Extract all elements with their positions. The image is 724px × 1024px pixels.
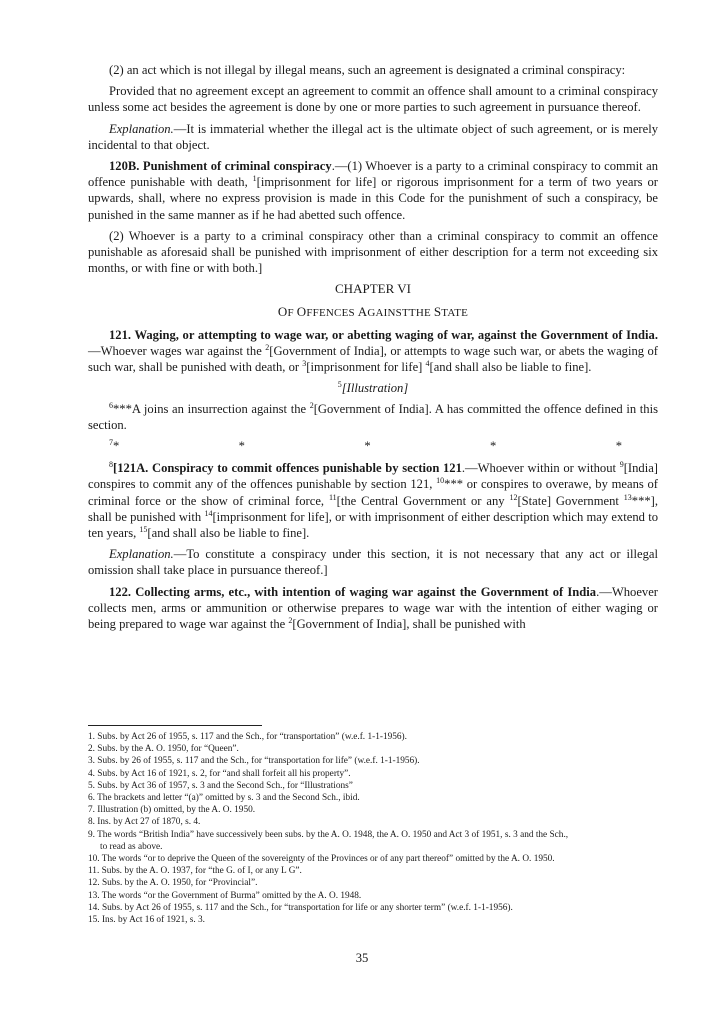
footnote-ref: 2 bbox=[309, 400, 314, 410]
paragraph-explanation-1 bbox=[88, 121, 658, 153]
star: * bbox=[490, 439, 497, 454]
section-121a-text: [the Central Government or any bbox=[336, 493, 510, 508]
explanation-label: Explanation. bbox=[109, 547, 174, 562]
illustration-text-b: [Government of India]. A has committed the offence defined in this section. bbox=[88, 401, 658, 432]
footnote-ref: 7 bbox=[109, 437, 113, 447]
omission-stars bbox=[88, 438, 658, 454]
illustration-paragraph bbox=[88, 401, 658, 433]
star: $^7$* bbox=[109, 437, 120, 454]
footnote: 8. Ins. by Act 27 of 1870, s. 4. bbox=[88, 817, 201, 828]
section-121a-text: ***], shall be punished with bbox=[88, 493, 659, 524]
section-120b-text-a: .—(1) Whoever is a party to a criminal conspiracy to commit an offence punishable with death, bbox=[88, 159, 658, 190]
section-120b bbox=[88, 158, 658, 223]
footnote: 15. Ins. by Act 16 of 1921, s. 3. bbox=[88, 915, 205, 926]
illustration-heading bbox=[88, 380, 658, 396]
section-121-text-c: [imprisonment for life] bbox=[306, 360, 426, 375]
paragraph-proviso: Provided that no agreement except an agreement to commit an offence shall amount to a criminal conspiracy unless some act besides the agreement is done by one or more parties to such agreement in pursuance thereof. bbox=[88, 84, 658, 115]
paragraph-conspiracy-clause-2: (2) an act which is not illegal by illegal means, such an agreement is designated a criminal conspiracy: bbox=[109, 63, 626, 77]
small-caps-text: TATE bbox=[441, 306, 469, 319]
small-caps-initial: O bbox=[296, 303, 307, 319]
star: * bbox=[238, 439, 245, 454]
footnote: 6. The brackets and letter “(a)” omitted by s. 3 and the Second Sch., ibid. bbox=[88, 793, 360, 804]
footnote-ref: 5 bbox=[337, 380, 342, 390]
section-121a-text: [and shall also be liable to fine]. bbox=[147, 526, 310, 541]
star: * bbox=[615, 439, 622, 454]
footnote-continuation: to read as above. bbox=[100, 841, 163, 852]
section-122-text-b: [Government of India], shall be punished with bbox=[292, 617, 526, 632]
footnote-ref: 2 bbox=[265, 342, 270, 352]
footnote-ref: 11 bbox=[328, 492, 337, 502]
footnote-ref: 8 bbox=[109, 460, 113, 470]
star: * bbox=[364, 439, 371, 454]
explanation-text: —It is immaterial whether the illegal act is the ultimate object of such agreement, or is merely incidental to that object. bbox=[88, 121, 658, 152]
section-120b-heading: 120B. Punishment of criminal conspiracy bbox=[109, 159, 332, 174]
footnote-divider bbox=[88, 725, 262, 726]
footnote: 9. The words “British India” have successively been subs. by the A. O. 1948, the A. O. 1950 and Act 3 of 1951, s. 3 and the Sch., bbox=[88, 829, 569, 840]
section-121a-text: [India] conspires to commit any of the offences punishable by section 121, bbox=[88, 461, 658, 492]
illustration-text-a: ***A joins an insurrection against the bbox=[113, 401, 310, 416]
paragraph-explanation-2 bbox=[88, 546, 658, 578]
section-121a-text: [State] Government bbox=[517, 493, 624, 508]
small-caps-initial: S bbox=[433, 303, 442, 319]
section-121-text-a: —Whoever wages war against the bbox=[88, 344, 266, 359]
section-121a-text: .—Whoever within or without bbox=[461, 461, 620, 476]
section-120b-text-b: [imprisonment for life] or rigorous imprisonment for a term of two years or upwards, shall, where no express provision is made in this Code for the punishment of such a conspiracy, be punished in the same manner as if he had abetted such offence. bbox=[88, 175, 658, 222]
footnote-ref: 4 bbox=[425, 359, 430, 369]
footnote: 1. Subs. by Act 26 of 1955, s. 117 and the Sch., for “transportation” (w.e.f. 1-1-1956). bbox=[88, 732, 407, 742]
footnote: 14. Subs. by Act 26 of 1955, s. 117 and the Sch., for “transportation for life or any shorter term” (w.e.f. 1-1-1956). bbox=[88, 902, 513, 913]
footnote-ref: 15 bbox=[139, 524, 148, 534]
footnote-ref: 2 bbox=[288, 615, 293, 625]
section-121-heading: 121. Waging, or attempting to wage war, or abetting waging of war, against the Government of India. bbox=[109, 327, 658, 342]
footnote-ref: 1 bbox=[252, 174, 257, 184]
section-120b-clause-2: (2) Whoever is a party to a criminal conspiracy other than a criminal conspiracy to commit an offence punishable as aforesaid shall be punished with imprisonment of either description for a term not exceeding six months, or with fine or with both.] bbox=[88, 228, 658, 276]
footnote: 7. Illustration (b) omitted, by the A. O. 1950. bbox=[88, 805, 256, 816]
section-121a-text: [imprisonment for life], or with imprisonment of either description which may extend to ten years, bbox=[88, 509, 658, 541]
footnote: 13. The words “or the Government of Burma” omitted by the A. O. 1948. bbox=[88, 890, 362, 901]
footnote: 4. Subs. by Act 16 of 1921, s. 2, for “and shall forfeit all his property”. bbox=[88, 768, 351, 779]
footnote-ref: 10 bbox=[436, 476, 445, 486]
footnote: 5. Subs. by Act 36 of 1957, s. 3 and the Second Sch., for “Illustrations” bbox=[88, 780, 353, 791]
footnotes bbox=[88, 731, 658, 926]
footnote-ref: 9 bbox=[619, 460, 624, 470]
footnote-ref: 13 bbox=[623, 492, 632, 502]
section-121a-text: *** or conspires to overawe, by means of criminal force or the show of criminal force, bbox=[88, 477, 658, 508]
chapter-title: CHAPTER VI bbox=[335, 281, 411, 297]
footnote: 12. Subs. by the A. O. 1950, for “Provincial”. bbox=[88, 878, 258, 889]
small-caps-initial: A bbox=[357, 303, 368, 319]
section-121-text-b: [Government of India], or attempts to wage such war, or abets the waging of such war, shall be punished with death, or bbox=[88, 344, 658, 375]
small-caps-initial: O bbox=[277, 303, 288, 319]
footnote: 10. The words “or to deprive the Queen of the sovereignty of the Provinces or of any part thereof” omitted by the A. O. 1950. bbox=[88, 854, 555, 865]
small-caps-text: FFENCES bbox=[306, 306, 358, 319]
section-121 bbox=[88, 327, 658, 376]
section-122 bbox=[88, 584, 658, 633]
small-caps-text: GAINSTTHE bbox=[367, 306, 434, 319]
explanation-text: —To constitute a conspiracy under this section, it is not necessary that any act or illegal omission shall take place in pursuance thereof.] bbox=[88, 547, 658, 578]
small-caps-text: F bbox=[287, 306, 297, 319]
explanation-label: Explanation. bbox=[109, 121, 174, 136]
footnote: 11. Subs. by the A. O. 1937, for “the G. of I, or any L G”. bbox=[88, 866, 302, 877]
footnote: 2. Subs. by the A. O. 1950, for “Queen”. bbox=[88, 744, 239, 755]
section-122-text-a: .—Whoever collects men, arms or ammunition or otherwise prepares to wage war with the intention of either waging or being prepared to wage war against the bbox=[88, 584, 658, 632]
footnote-ref: 12 bbox=[509, 492, 518, 502]
chapter-subtitle bbox=[88, 304, 658, 321]
section-121-text-d: [and shall also be liable to fine]. bbox=[429, 360, 592, 375]
section-121a bbox=[88, 460, 658, 541]
page-number: 35 bbox=[355, 951, 369, 965]
section-122-heading: 122. Collecting arms, etc., with intention of waging war against the Government of India bbox=[109, 584, 597, 599]
footnote-ref: 6 bbox=[109, 400, 113, 410]
section-121a-heading: [121A. Conspiracy to commit offences punishable by section 121 bbox=[113, 461, 462, 476]
illustration-label: [Illustration] bbox=[341, 381, 409, 396]
footnote-ref: 3 bbox=[302, 359, 307, 369]
footnote-ref: 14 bbox=[204, 508, 213, 518]
footnote: 3. Subs. by 26 of 1955, s. 117 and the Sch., for “transportation for life” (w.e.f. 1-1-1956). bbox=[88, 756, 420, 767]
